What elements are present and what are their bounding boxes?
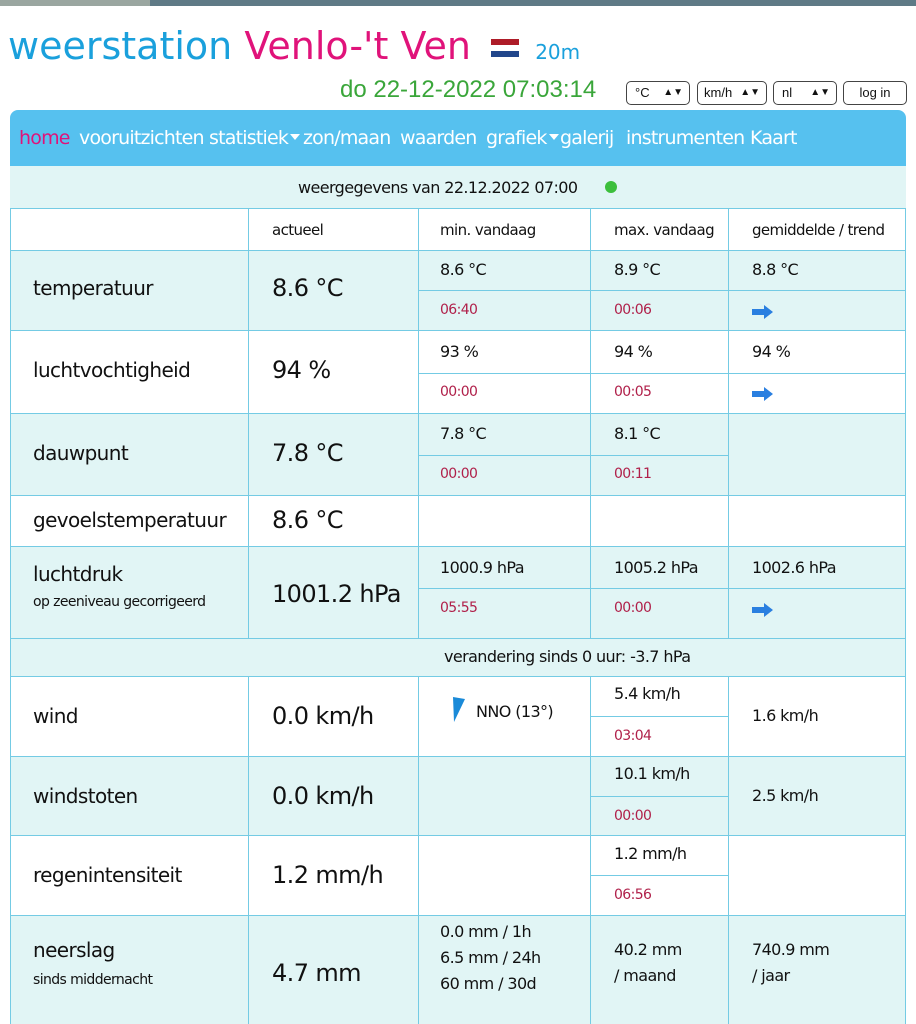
- col-header-min: min. vandaag: [440, 221, 536, 239]
- neerslag-year-value: 740.9 mm: [752, 940, 830, 959]
- neerslag-month-value: 40.2 mm: [614, 940, 682, 959]
- label-neerslag: neerslag: [33, 938, 115, 962]
- nav-home[interactable]: home: [19, 127, 70, 149]
- regenintensiteit-max: 1.2 mm/h: [614, 844, 687, 863]
- temperatuur-max: 8.9 °C: [614, 260, 661, 279]
- page: [0, 6, 916, 1024]
- select-arrows-icon: ▲▼: [663, 87, 683, 98]
- status-dot-icon: [605, 181, 617, 193]
- label-regenintensiteit: regenintensiteit: [33, 863, 182, 887]
- sublabel-luchtdruk: op zeeniveau gecorrigeerd: [33, 594, 206, 610]
- dauwpunt-max: 8.1 °C: [614, 424, 661, 443]
- label-dauwpunt: dauwpunt: [33, 441, 129, 465]
- windstoten-max-time: 00:00: [614, 808, 652, 824]
- site-title-location: Venlo-'t Ven: [244, 24, 471, 68]
- wind-unit-select[interactable]: [697, 81, 767, 105]
- nav-grafiek-label: grafiek: [486, 127, 547, 149]
- nav-statistiek[interactable]: [209, 110, 300, 166]
- temperatuur-max-time: 00:06: [614, 302, 652, 318]
- label-luchtdruk: luchtdruk: [33, 562, 123, 586]
- temperature-unit-select[interactable]: [626, 81, 690, 105]
- select-arrows-icon: ▲▼: [740, 87, 760, 98]
- dauwpunt-actual: 7.8 °C: [272, 439, 343, 467]
- regenintensiteit-max-time: 06:56: [614, 887, 652, 903]
- neerslag-month-label: / maand: [614, 966, 676, 985]
- temperatuur-min: 8.6 °C: [440, 260, 487, 279]
- neerslag-actual: 4.7 mm: [272, 959, 361, 987]
- nav-statistiek-label: statistiek: [209, 127, 289, 149]
- temperature-unit-value: °C: [635, 85, 650, 100]
- nav-vooruitzichten[interactable]: vooruitzichten: [79, 127, 204, 149]
- wind-unit-value: km/h: [704, 85, 733, 100]
- label-gevoelstemperatuur: gevoelstemperatuur: [33, 508, 227, 532]
- temperatuur-avg: 8.8 °C: [752, 260, 799, 279]
- trend-right-arrow-icon: [752, 387, 774, 401]
- neerslag-30d: 60 mm / 30d: [440, 974, 537, 993]
- site-title[interactable]: [8, 24, 580, 74]
- current-datetime: do 22-12-2022 07:03:14: [340, 76, 597, 103]
- neerslag-year-label: / jaar: [752, 966, 790, 985]
- windstoten-max: 10.1 km/h: [614, 764, 690, 783]
- wind-actual: 0.0 km/h: [272, 702, 374, 730]
- sublabel-neerslag: sinds middernacht: [33, 972, 153, 988]
- luchtdruk-max: 1005.2 hPa: [614, 558, 698, 577]
- nav-galerij[interactable]: galerij: [560, 127, 614, 149]
- select-arrows-icon: ▲▼: [810, 87, 830, 98]
- neerslag-24h: 6.5 mm / 24h: [440, 948, 541, 967]
- weather-table: [10, 166, 906, 1024]
- label-temperatuur: temperatuur: [33, 276, 153, 300]
- nav-instrumenten[interactable]: instrumenten: [626, 127, 745, 149]
- luchtdruk-min-time: 05:55: [440, 600, 478, 616]
- col-header-actueel: actueel: [272, 221, 324, 239]
- dauwpunt-min-time: 00:00: [440, 466, 478, 482]
- neerslag-1h: 0.0 mm / 1h: [440, 922, 531, 941]
- dauwpunt-max-time: 00:11: [614, 466, 652, 482]
- wind-avg: 1.6 km/h: [752, 706, 819, 725]
- site-title-prefix: weerstation: [8, 24, 233, 68]
- language-select[interactable]: [773, 81, 837, 105]
- label-windstoten: windstoten: [33, 784, 138, 808]
- nav-grafiek[interactable]: [486, 110, 559, 166]
- col-header-max: max. vandaag: [614, 221, 715, 239]
- label-wind: wind: [33, 704, 78, 728]
- luchtvochtigheid-min: 93 %: [440, 342, 479, 361]
- label-luchtvochtigheid: luchtvochtigheid: [33, 358, 191, 382]
- nav-zon-maan[interactable]: zon/maan: [303, 127, 391, 149]
- gevoelstemperatuur-actual: 8.6 °C: [272, 506, 343, 534]
- windstoten-avg: 2.5 km/h: [752, 786, 819, 805]
- trend-right-arrow-icon: [752, 603, 774, 617]
- wind-max-time: 03:04: [614, 728, 652, 744]
- col-header-trend: gemiddelde / trend: [752, 221, 885, 239]
- netherlands-flag-icon: [491, 39, 519, 57]
- luchtdruk-actual: 1001.2 hPa: [272, 580, 401, 608]
- windstoten-actual: 0.0 km/h: [272, 782, 374, 810]
- luchtvochtigheid-actual: 94 %: [272, 356, 331, 384]
- luchtdruk-avg: 1002.6 hPa: [752, 558, 836, 577]
- chevron-down-icon: [549, 134, 559, 140]
- luchtdruk-min: 1000.9 hPa: [440, 558, 524, 577]
- regenintensiteit-actual: 1.2 mm/h: [272, 861, 384, 889]
- data-timestamp: weergegevens van 22.12.2022 07:00: [298, 178, 578, 197]
- temperatuur-min-time: 06:40: [440, 302, 478, 318]
- temperatuur-actual: 8.6 °C: [272, 274, 343, 302]
- luchtvochtigheid-max: 94 %: [614, 342, 653, 361]
- pressure-change: verandering sinds 0 uur: -3.7 hPa: [444, 647, 691, 666]
- luchtvochtigheid-max-time: 00:05: [614, 384, 652, 400]
- wind-direction: NNO (13°): [476, 702, 554, 721]
- trend-right-arrow-icon: [752, 305, 774, 319]
- nav-waarden[interactable]: waarden: [400, 127, 477, 149]
- luchtdruk-max-time: 00:00: [614, 600, 652, 616]
- main-navigation: [10, 110, 906, 166]
- chevron-down-icon: [290, 134, 300, 140]
- language-value: nl: [782, 85, 793, 100]
- luchtvochtigheid-avg: 94 %: [752, 342, 791, 361]
- login-button[interactable]: log in: [843, 81, 907, 105]
- luchtvochtigheid-min-time: 00:00: [440, 384, 478, 400]
- dauwpunt-min: 7.8 °C: [440, 424, 487, 443]
- site-altitude: 20m: [535, 40, 581, 64]
- wind-max: 5.4 km/h: [614, 684, 681, 703]
- nav-kaart[interactable]: Kaart: [750, 127, 797, 149]
- wind-direction-arrow-icon: [451, 695, 467, 723]
